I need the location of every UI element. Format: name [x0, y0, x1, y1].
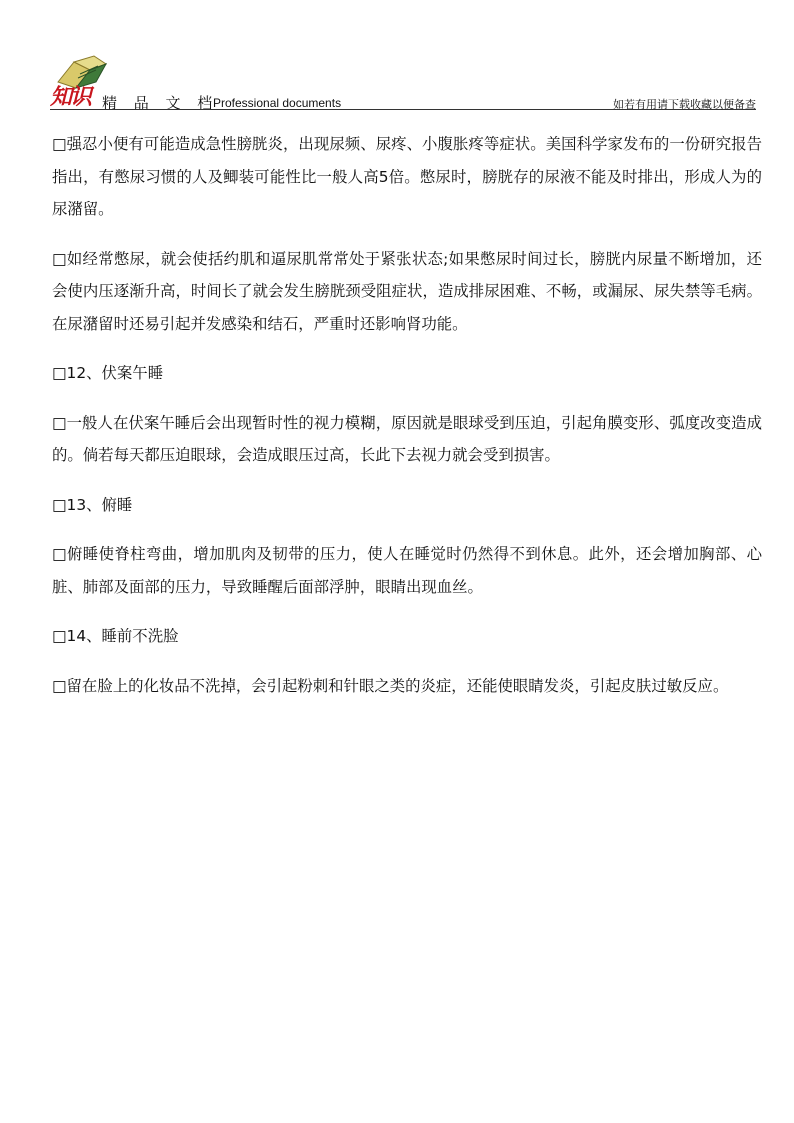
section-heading: □14、睡前不洗脸: [52, 627, 179, 645]
header-divider: [50, 109, 756, 110]
header-title: 精 品 文 档: [102, 94, 219, 112]
header-note: 如若有用请下载收藏以便备查: [613, 98, 756, 111]
paragraph: □俯睡使脊柱弯曲，增加肌肉及韧带的压力，使人在睡觉时仍然得不到休息。此外，还会增加胸部、心脏、肺部及面部的压力，导致睡醒后面部浮肿，眼睛出现血丝。: [52, 545, 762, 596]
page-header: [50, 52, 756, 110]
section-heading: □12、伏案午睡: [52, 364, 164, 382]
paragraph: □一般人在伏案午睡后会出现暂时性的视力模糊，原因就是眼球受到压迫，引起角膜变形、弧度改变造成的。倘若每天都压迫眼球，会造成眼压过高，长此下去视力就会受到损害。: [52, 413, 762, 464]
header-subtitle: Professional documents: [213, 96, 342, 110]
paragraph: □留在脸上的化妆品不洗掉，会引起粉刺和针眼之类的炎症，还能使眼睛发炎，引起皮肤过敏反应。: [52, 676, 729, 695]
logo-text: 知识: [50, 84, 91, 110]
paragraph: □强忍小便有可能造成急性膀胱炎，出现尿频、尿疼、小腹胀疼等症状。美国科学家发布的一份研究报告指出，有憋尿习惯的人及鲫装可能性比一般人高5倍。憋尿时，膀胱存的尿液不能及时排出，形成人为的尿潴留。: [52, 135, 762, 218]
section-heading: □13、俯睡: [52, 495, 133, 514]
document-body: [52, 128, 762, 702]
paragraph: □如经常憋尿，就会使括约肌和逼尿肌常常处于紧张状态;如果憋尿时间过长，膀胱内尿量不断增加，还会使内压逐渐升高，时间长了就会发生膀胱颈受阻症状，造成排尿困难、不畅，或漏尿、尿失禁等毛病。在尿潴留时还易引起并发感染和结石，严重时还影响肾功能。: [52, 249, 762, 333]
